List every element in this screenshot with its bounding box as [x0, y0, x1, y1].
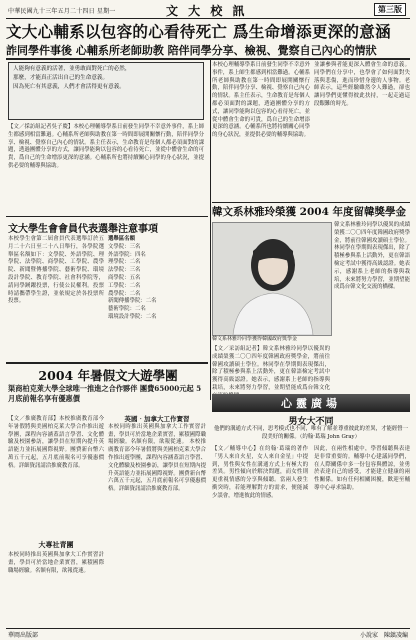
article-text: 本校推廣教育部今年暑假將與美國柏克萊大學合作推出遊學團，課程內容涵蓋語言學習、文化體驗及校園參訪，讓學員在短期內提升英語能力並拓展國際視野。團費新台幣六萬五千元起，五月底前報名可享優惠價格。詳細資訊請洽推廣教育部。	[8, 416, 104, 469]
article-text: 並讓參與者能更深入體會生命的意義。同學們在分享中，也學會了如何面對失落與悲傷，進而珍惜身邊的人事物。老師表示，這些經驗雖然令人難過，卻也讓同學們更懂得彼此扶持，一起走過這段艱難的時光。	[314, 62, 410, 107]
article-body	[8, 236, 104, 356]
article-text: 【文／輔導中心】在約翰·葛瑞的著作「男人來自火星，女人來自金星」中提到，男性與女性在溝通方式上有極大的差異。男性傾向於解決問題，而女性則更重視情感的分享與傾聽。當兩人發生衝突時，若能理解對方的需求，便能減少誤會，增進彼此的情感。	[212, 446, 308, 499]
table-row: 環境設計學院：二名	[108, 313, 157, 320]
table-row: 工學院：二名	[108, 282, 141, 289]
main-subhead: 詐同學件事後 心輔系所老師助教 陪伴同學分享、檢視、覺察自己內心的情狀	[6, 44, 377, 57]
article-lead: 【文／推廣教育部】	[8, 416, 59, 422]
article-title: 2004 年暑假文大遊學團	[38, 368, 178, 383]
article-lead: 【文／采訪組記者】	[212, 346, 263, 352]
section-banner	[212, 394, 410, 412]
article-title: 男女大不同	[288, 417, 334, 427]
footer-left: 華岡出版部	[8, 632, 39, 639]
article-title: 文大學生會會員代表選舉注意事項	[8, 224, 158, 235]
article-body	[8, 124, 204, 214]
quote-line: 那麼，才能真正活出自己的生命意義。	[13, 75, 109, 81]
quote-text: 他們的溝通方式不同，思考模式也不同，唯有了解並尊重彼此的差異，才能經營一段美好的關係。（約翰·葛瑞 John Gray）	[213, 426, 409, 440]
table-row: 農學院：二名	[108, 290, 141, 297]
table-row: 文學院：三名	[108, 243, 141, 250]
article-continued	[212, 62, 310, 200]
main-headline: 文大心輔系以包容的心看待死亡 爲生命增添更深的意涵	[6, 22, 391, 41]
divider	[6, 58, 410, 60]
article-text: 本校心理輔導學系日前發生同學不幸意外事件，系上師生都感到相當難過。心輔系所老師與助教在第一時間即展開關懷行動，陪伴同學分享、檢視、覺察自己內心的情狀。系主任表示，生命教育是每個人都必須面對的課題，透過團體分享的方式，讓同學能夠以包容的心看待死亡，並從中體會生命的可貴，爲自己的生命增添更深的意涵。心輔系所也將持續關心同學的身心狀況，並提供必要的輔導與協助。	[8, 124, 204, 169]
article-text: 本校同時推出英國與加拿大工作實習計畫，學員可於當地企業實習，累積國際職場經驗。名額有限，欲報從速。	[108, 423, 206, 446]
article-text: 本校學生會第二屆會員代表選舉訂於五月二十六日至二十八日舉行，各學院選舉區名額如下：文學院、外語學院、理學院、法學院、商學院、工學院、農學院、新聞暨傳播學院、藝術學院、環境設計學院、教育學院、社會科學院等，請同學踴躍投票，行使公民權利。投票時請攜帶學生證，並依規定於各投票所投票。	[8, 236, 104, 305]
article-body	[212, 446, 308, 624]
student-photo	[212, 222, 332, 336]
bottom-title: 大專社青團	[38, 540, 74, 549]
table-row: 外語學院：四名	[108, 251, 146, 258]
issue-date: 中華民國九十三年五月二十四日 星期一	[8, 8, 116, 15]
quote-line: 人能夠有意義的活著，並勇敢面對死亡的必然，	[13, 66, 131, 72]
article-text: 本校心理輔導學系日前發生同學不幸意外事件，系上師生都感到相當難過。心輔系所老師與助教在第一時間即展開關懷行動，陪伴同學分享、檢視、覺察自己內心的情狀。系主任表示，生命教育是每個人都必須面對的課題，透過團體分享的方式，讓同學能夠以包容的心看待死亡，並從中體會生命的可貴，爲自己的生命增添更深的意涵。心輔系所也將持續關心同學的身心狀況，並提供必要的輔導與協助。	[212, 62, 310, 139]
article-text: 韓文系林雅玲同學以優異的成績榮獲二〇〇四年度韓國政府獎學金，將前往韓國攻讀碩士學位。林同學在學期間表現傑出，除了積極參與系上活動外，更在韓語檢定考試中獲得高級認證。她表示，感謝系上老師的指導與栽培，未來將努力學習，並期望能成爲台韓文化交流的橋樑。	[334, 222, 410, 291]
article-lead: 【文／採訪組記者吳子慶】	[8, 124, 74, 130]
article-text: 本校同時推出英國與加拿大工作實習計畫，學員可於當地企業實習，累積國際職場經驗。名額有限，欲報從速。	[8, 552, 104, 574]
page-footer	[6, 628, 410, 639]
divider	[6, 362, 208, 364]
column-rule	[210, 60, 211, 400]
table-row: 法學院：三名	[108, 267, 141, 274]
article-text: 韓文系林雅玲同學以優異的成績榮獲二〇〇四年度韓國政府獎學金，將前往韓國攻讀碩士學位。林同學在學期間表現傑出，除了積極參與系上活動外，更在韓語檢定考試中獲得高級認證。她表示，感謝系上老師的指導與栽培，未來將努力學習，並期望能成爲台韓文化	[212, 346, 330, 391]
paper-title: 文 大 校 訊	[166, 4, 248, 18]
table-row: 新聞傳播學院：二名	[108, 298, 157, 305]
table-heading: 選舉區名額	[108, 236, 135, 242]
article-body	[334, 222, 410, 392]
edition-label: 第三版	[374, 3, 406, 16]
divider	[6, 216, 208, 217]
table-row: 理學院：二名	[108, 259, 141, 266]
article-body	[212, 346, 330, 392]
article-side	[108, 416, 206, 616]
table-row: 商學院：五名	[108, 274, 141, 281]
table-row: 藝術學院：二名	[108, 306, 146, 313]
masthead	[6, 2, 410, 19]
article-body	[8, 416, 104, 536]
article-body	[8, 552, 104, 624]
divider	[212, 202, 410, 203]
article-subtitle: 渠商柏克萊大學全球唯一推進之合作夥伴 團費65000元起 5月底前報名享有優惠價	[8, 384, 202, 403]
article-continued	[314, 62, 410, 200]
photo-caption: 韓文系林雅玲同學獲得韓國政府獎學金	[212, 336, 298, 342]
article-title: 韓文系林雅玲榮獲 2004 年度留韓獎學金	[212, 206, 407, 218]
side-title: 英國‧加拿大工作實習	[124, 415, 190, 423]
quote-box	[8, 62, 204, 120]
seat-table	[108, 236, 206, 356]
article-body	[314, 446, 410, 624]
banner-label: 心靈廣場	[281, 397, 341, 410]
quote-line: 因為死亡有其意義，人們才會活得更有意義。	[13, 84, 125, 90]
portrait-image	[213, 223, 331, 335]
footer-right: 小說家 陳鎮凌編	[359, 632, 408, 639]
article-text: 本校推廣教育部今年暑假將與美國柏克萊大學合作推出遊學團，課程內容涵蓋語言學習、文化體驗及校園參訪，讓學員在短期內提升英語能力並拓展國際視野。團費新台幣六萬五千元起，五月底前報名可享優惠價格。詳細資訊請洽推廣教育部。	[108, 439, 206, 493]
article-text: 因此，在兩性相處中，學習傾聽與表達是非常重要的。輔導中心建議同學們，在人際關係中多一份包容與體諒，並勇於表達自己的感受，才能建立健康的兩性關係。如有任何相關困擾，歡迎至輔導中心尋求協助。	[314, 446, 410, 491]
